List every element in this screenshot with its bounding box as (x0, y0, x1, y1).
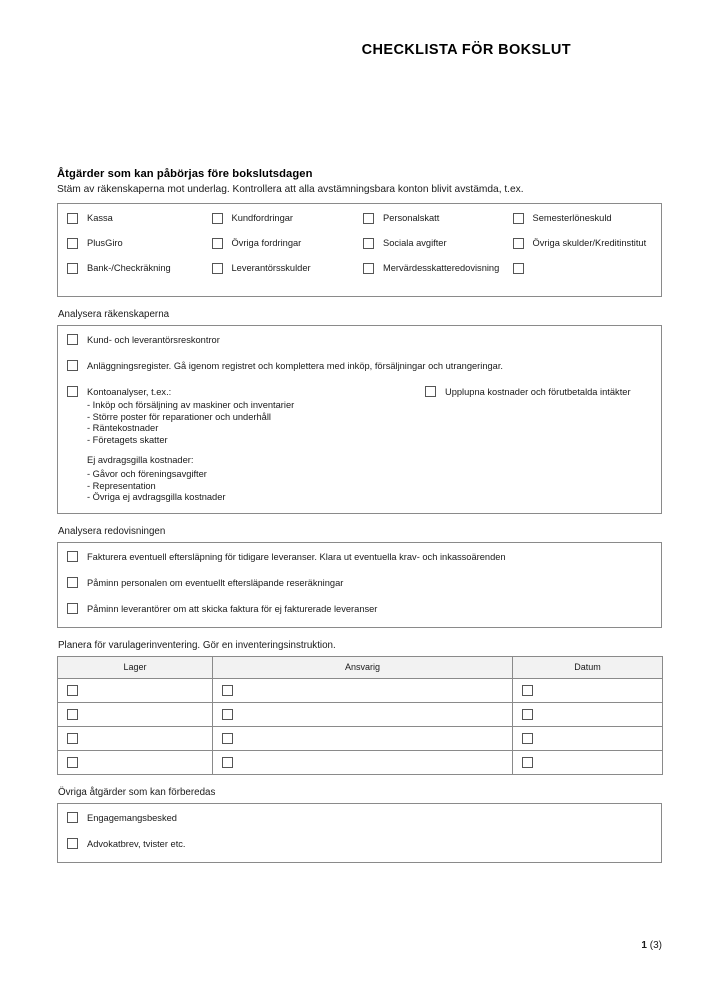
checkbox-icon[interactable] (212, 263, 223, 274)
checkbox-label: Fakturera eventuell eftersläpning för tidigare leveranser. Klara ut eventuella krav- och inkassoärenden (87, 551, 506, 562)
checkbox-icon[interactable] (222, 709, 233, 720)
checkbox-item-bank-checkrakning[interactable] (58, 263, 212, 274)
checkbox-item-semesterloneskuld[interactable] (513, 213, 662, 224)
table-cell-datum[interactable] (513, 750, 663, 774)
table-row (58, 678, 663, 702)
footer-total-pages: (3) (649, 940, 662, 951)
grid-row (58, 238, 661, 263)
checkbox-item-paminn-leverantorer[interactable] (58, 603, 661, 618)
checkbox-item-fakturera-efterslapning[interactable] (58, 551, 661, 566)
table-row (58, 702, 663, 726)
table-cell-ansvarig[interactable] (213, 750, 513, 774)
checkbox-label: Upplupna kostnader och förutbetalda intäkter (445, 387, 631, 397)
table-header-row (58, 656, 663, 678)
section-label-analysera-redovisningen: Analysera redovisningen (58, 525, 166, 537)
section-label-analysera-rakenskaperna: Analysera räkenskaperna (58, 309, 170, 320)
checkbox-icon[interactable] (67, 812, 78, 823)
table-cell-ansvarig[interactable] (213, 726, 513, 750)
page-footer (0, 940, 662, 951)
checkbox-item-anlaggningsregister[interactable] (58, 360, 661, 375)
checkbox-item-personalskatt[interactable] (363, 213, 513, 224)
table-cell-lager[interactable] (58, 750, 213, 774)
checkbox-label: Kundfordringar (231, 213, 294, 223)
checkbox-icon[interactable] (363, 263, 374, 274)
intro-heading: Åtgärder som kan påbörjas före bokslutsdagen (57, 168, 313, 180)
ej-avdragsgilla-title: Ej avdragsgilla kostnader: (87, 455, 194, 466)
checkbox-label: Anläggningsregister. Gå igenom registret och komplettera med inköp, försäljningar och utrangeringar. (87, 361, 504, 371)
checkbox-icon[interactable] (67, 577, 78, 588)
checkbox-icon[interactable] (67, 386, 78, 397)
checkbox-label: PlusGiro (87, 238, 123, 248)
ej-avdragsgilla-bullet-list (87, 469, 425, 504)
checkbox-item-engagemangsbesked[interactable] (58, 812, 661, 827)
checkbox-icon[interactable] (513, 238, 524, 249)
kontoanalyser-left (67, 386, 425, 504)
checkbox-icon[interactable] (67, 838, 78, 849)
checkbox-icon[interactable] (513, 263, 524, 274)
checkbox-icon[interactable] (212, 213, 223, 224)
checkbox-item-advokatbrev[interactable] (58, 838, 661, 853)
checkbox-label: Engagemangsbesked (87, 812, 177, 823)
checkbox-item-upplupna-kostnader[interactable] (425, 386, 631, 504)
checkbox-label: Påminn leverantörer om att skicka faktura för ej fakturerade leveranser (87, 603, 378, 614)
checkbox-label: Leverantörsskulder (231, 263, 311, 273)
column-header-lager: Lager (58, 656, 213, 678)
checkbox-icon[interactable] (67, 709, 78, 720)
checkbox-icon[interactable] (222, 757, 233, 768)
table-cell-ansvarig[interactable] (213, 678, 513, 702)
checkbox-icon[interactable] (522, 709, 533, 720)
kontoanalyser-bullet-list (87, 400, 425, 446)
checkbox-icon[interactable] (67, 551, 78, 562)
table-cell-ansvarig[interactable] (213, 702, 513, 726)
column-header-datum: Datum (513, 656, 663, 678)
list-item: - Övriga ej avdragsgilla kostnader (87, 492, 226, 503)
checkbox-label: Kontoanalyser, t.ex.: (87, 387, 172, 397)
checkbox-icon[interactable] (363, 213, 374, 224)
checkbox-icon[interactable] (222, 685, 233, 696)
ovriga-atgarder-box (57, 803, 662, 863)
checkbox-icon[interactable] (522, 685, 533, 696)
list-item: - Inköp och försäljning av maskiner och inventarier (87, 400, 295, 410)
checkbox-label: Kassa (87, 213, 113, 223)
list-item: - Större poster för reparationer och underhåll (87, 411, 271, 422)
grid-row (58, 263, 661, 288)
list-item: - Gåvor och föreningsavgifter (87, 468, 207, 479)
checkbox-icon[interactable] (212, 238, 223, 249)
checkbox-item-kundfordringar[interactable] (212, 213, 363, 224)
section-label-inventering: Planera för varulagerinventering. Gör en inventeringsinstruktion. (58, 639, 336, 651)
footer-page-number: 1 (641, 940, 647, 951)
checkbox-icon[interactable] (67, 360, 78, 371)
reconciliation-checkbox-grid (57, 203, 662, 297)
checkbox-label: Övriga fordringar (231, 238, 302, 248)
checkbox-item-kontoanalyser[interactable] (67, 386, 425, 398)
intro-subtext: Stäm av räkenskaperna mot underlag. Kontrollera att alla avstämningsbara konton blivit avstämda, t.ex. (57, 184, 524, 195)
checkbox-icon[interactable] (513, 213, 524, 224)
table-row (58, 750, 663, 774)
checkbox-icon[interactable] (67, 757, 78, 768)
checkbox-icon[interactable] (363, 238, 374, 249)
checkbox-icon[interactable] (222, 733, 233, 744)
checkbox-item-paminn-personalen[interactable] (58, 577, 661, 592)
checkbox-item-mervardesskatteredovisning[interactable] (363, 263, 513, 274)
checkbox-item-sociala-avgifter[interactable] (363, 238, 513, 249)
table-row (58, 726, 663, 750)
checkbox-label: Sociala avgifter (383, 238, 447, 248)
checkbox-icon[interactable] (67, 263, 78, 274)
page-title: CHECKLISTA FÖR BOKSLUT (361, 42, 571, 58)
checkbox-item-ovriga-fordringar[interactable] (212, 238, 363, 249)
list-item: - Räntekostnader (87, 423, 159, 434)
section-label-ovriga-atgarder: Övriga åtgärder som kan förberedas (58, 786, 216, 798)
table-cell-lager[interactable] (58, 678, 213, 702)
list-item: - Representation (87, 480, 156, 491)
grid-row (58, 213, 661, 238)
checkbox-icon[interactable] (522, 757, 533, 768)
table-cell-lager[interactable] (58, 726, 213, 750)
column-header-ansvarig: Ansvarig (213, 656, 513, 678)
document-content (57, 167, 662, 863)
checkbox-label: Kund- och leverantörsreskontror (87, 335, 220, 345)
checkbox-icon[interactable] (67, 733, 78, 744)
checkbox-label: Mervärdesskatteredovisning (383, 263, 500, 273)
table-cell-lager[interactable] (58, 702, 213, 726)
checkbox-icon[interactable] (67, 213, 78, 224)
kontoanalyser-block (58, 386, 661, 504)
checkbox-label: Bank-/Checkräkning (87, 263, 171, 273)
checkbox-label: Personalskatt (383, 213, 440, 223)
checkbox-item-kund-leverantorsreskontror[interactable] (58, 334, 661, 349)
checkbox-item-ovriga-skulder[interactable] (513, 238, 662, 249)
checkbox-icon[interactable] (522, 733, 533, 744)
checkbox-icon[interactable] (425, 386, 436, 397)
checkbox-label: Semesterlöneskuld (532, 213, 612, 223)
analysera-rakenskaperna-box (57, 325, 662, 514)
checkbox-icon[interactable] (67, 603, 78, 614)
table-cell-datum[interactable] (513, 726, 663, 750)
table-cell-datum[interactable] (513, 702, 663, 726)
inventering-table (57, 656, 663, 775)
checkbox-item-kassa[interactable] (58, 213, 212, 224)
checkbox-label: Övriga skulder/Kreditinstitut (532, 238, 647, 248)
checkbox-label: Påminn personalen om eventuellt eftersläpande reseräkningar (87, 577, 344, 588)
checkbox-icon[interactable] (67, 685, 78, 696)
checkbox-item-blank[interactable] (513, 263, 662, 274)
checkbox-icon[interactable] (67, 334, 78, 345)
list-item: - Företagets skatter (87, 434, 168, 445)
checkbox-item-leverantorsskulder[interactable] (212, 263, 363, 274)
checkbox-icon[interactable] (67, 238, 78, 249)
checkbox-label: Advokatbrev, tvister etc. (87, 838, 186, 849)
table-cell-datum[interactable] (513, 678, 663, 702)
checkbox-item-plusgiro[interactable] (58, 238, 212, 249)
analysera-redovisningen-box (57, 542, 662, 628)
